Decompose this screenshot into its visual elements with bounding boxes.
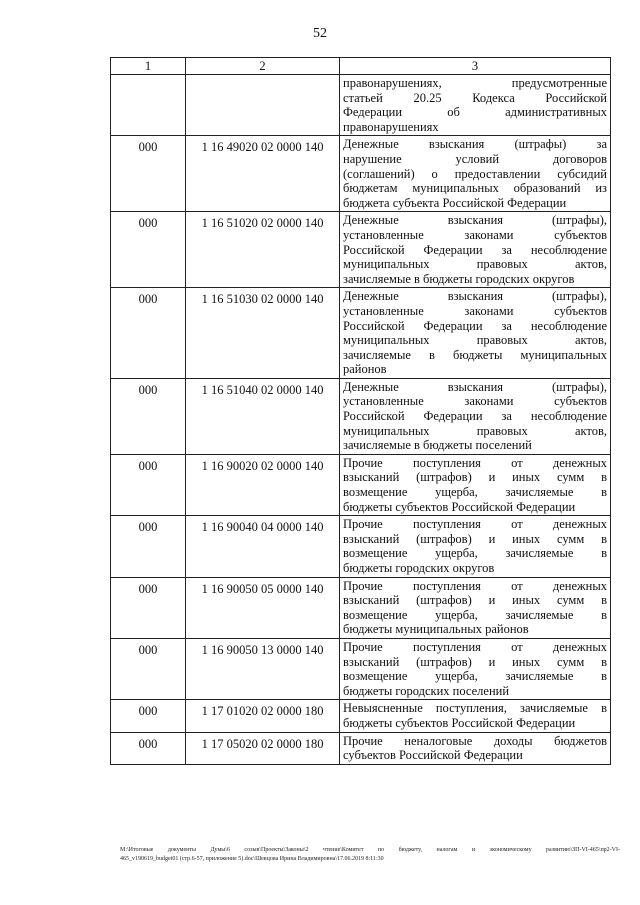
table-row (111, 700, 611, 732)
description-line: Российской Федерации за несоблюдение (343, 242, 607, 257)
revenue-code-cell: 1 16 90050 05 0000 140 (186, 577, 340, 638)
table-row (111, 577, 611, 638)
description-line: Денежные взыскания (штрафы), (343, 213, 607, 228)
budget-classification-table (110, 57, 611, 765)
description-line: бюджеты городских поселений (343, 683, 510, 698)
revenue-description-cell (340, 212, 611, 288)
admin-code-cell: 000 (111, 454, 186, 515)
table-row (111, 136, 611, 212)
admin-code-cell: 000 (111, 378, 186, 454)
description-line: Прочие поступления от денежных (343, 455, 607, 470)
description-line: бюджеты субъектов Российской Федерации (343, 715, 576, 730)
revenue-code-cell: 1 16 90040 04 0000 140 (186, 516, 340, 577)
description-line: Денежные взыскания (штрафы) за (343, 137, 607, 152)
description-line: зачисляемые в бюджеты поселений (343, 438, 532, 453)
description-line: установленные законами субъектов (343, 394, 607, 409)
revenue-code-cell: 1 17 05020 02 0000 180 (186, 732, 340, 764)
description-line: Российской Федерации за несоблюдение (343, 409, 607, 424)
revenue-description-cell (340, 732, 611, 764)
description-line: нарушение условий договоров (343, 151, 607, 166)
continuation-col-1 (111, 75, 186, 136)
admin-code-cell: 000 (111, 732, 186, 764)
file-path-footer (120, 846, 620, 864)
admin-code-cell: 000 (111, 577, 186, 638)
revenue-description-cell (340, 700, 611, 732)
description-line: бюджета субъекта Российской Федерации (343, 195, 567, 210)
revenue-code-cell: 1 16 90020 02 0000 140 (186, 454, 340, 515)
revenue-description-cell (340, 638, 611, 699)
description-line: районов (343, 362, 387, 377)
description-line: взысканий (штрафов) и иных сумм в (343, 654, 607, 669)
description-line: правонарушениях (343, 119, 439, 134)
description-line: возмещение ущерба, зачисляемые в (343, 607, 607, 622)
table-row (111, 638, 611, 699)
continuation-col-2 (186, 75, 340, 136)
description-line: бюджеты субъектов Российской Федерации (343, 499, 576, 514)
footer-line: 465_v190619_budget01 (стр.6-57, приложение 5).doc\Шевцова Ирина Владимировна\17.06.2019 8:11:30 (120, 856, 384, 862)
revenue-code-cell: 1 16 51030 02 0000 140 (186, 288, 340, 379)
description-line: зачисляемые в бюджеты муниципальных (343, 347, 607, 362)
revenue-code-cell: 1 17 01020 02 0000 180 (186, 700, 340, 732)
description-line: бюджеты городских округов (343, 561, 495, 575)
revenue-description-cell (340, 516, 611, 577)
admin-code-cell: 000 (111, 638, 186, 699)
description-line: бюджетам муниципальных образований из (343, 181, 607, 196)
description-line: Прочие поступления от денежных (343, 639, 607, 654)
revenue-description-cell (340, 454, 611, 515)
revenue-description-cell (340, 136, 611, 212)
admin-code-cell: 000 (111, 212, 186, 288)
page-number: 52 (313, 26, 327, 41)
revenue-code-cell: 1 16 49020 02 0000 140 (186, 136, 340, 212)
revenue-description-cell (340, 577, 611, 638)
description-line: Прочие неналоговые доходы бюджетов (343, 733, 607, 748)
description-line: Денежные взыскания (штрафы), (343, 289, 607, 304)
table-row (111, 212, 611, 288)
revenue-code-cell: 1 16 90050 13 0000 140 (186, 638, 340, 699)
description-line: возмещение ущерба, зачисляемые в (343, 669, 607, 684)
continuation-row (111, 75, 611, 136)
description-line: Российской Федерации за несоблюдение (343, 318, 607, 333)
description-line: установленные законами субъектов (343, 227, 607, 242)
description-line: статьей 20.25 Кодекса Российской (343, 90, 607, 105)
admin-code-cell: 000 (111, 288, 186, 379)
description-line: Федерации об административных (343, 105, 607, 120)
header-col-1: 1 (111, 58, 186, 75)
table-row (111, 288, 611, 379)
table-row (111, 454, 611, 515)
description-line: установленные законами субъектов (343, 303, 607, 318)
description-line: зачисляемые в бюджеты городских округов (343, 271, 575, 286)
description-line: бюджеты муниципальных районов (343, 622, 529, 637)
description-line: Прочие поступления от денежных (343, 517, 607, 532)
header-col-2: 2 (186, 58, 340, 75)
table-row (111, 516, 611, 577)
description-line: возмещение ущерба, зачисляемые в (343, 485, 607, 500)
description-line: возмещение ущерба, зачисляемые в (343, 546, 607, 561)
description-line: правонарушениях, предусмотренные (343, 76, 607, 90)
revenue-description-cell (340, 378, 611, 454)
table-header-row (111, 58, 611, 75)
description-line: Невыясненные поступления, зачисляемые в (343, 701, 607, 716)
description-line: Прочие поступления от денежных (343, 578, 607, 593)
table-row (111, 378, 611, 454)
revenue-description-cell (340, 288, 611, 379)
footer-line: М:\Итоговые документы Думы\6 созыв\Проекты\Законы\2 чтение\Комитет по бюджету, налогам и экономическому развитию\ЗП-VI-465\пр2-VI- (120, 847, 620, 853)
admin-code-cell: 000 (111, 700, 186, 732)
description-line: взысканий (штрафов) и иных сумм в (343, 531, 607, 546)
revenue-code-cell: 1 16 51040 02 0000 140 (186, 378, 340, 454)
admin-code-cell: 000 (111, 516, 186, 577)
table-row (111, 732, 611, 764)
description-line: муниципальных правовых актов, (343, 257, 607, 272)
description-line: взысканий (штрафов) и иных сумм в (343, 593, 607, 608)
description-line: муниципальных правовых актов, (343, 423, 607, 438)
continuation-description (340, 75, 611, 136)
header-col-3: 3 (340, 58, 611, 75)
description-line: Денежные взыскания (штрафы), (343, 379, 607, 394)
description-line: муниципальных правовых актов, (343, 333, 607, 348)
admin-code-cell: 000 (111, 136, 186, 212)
description-line: субъектов Российской Федерации (343, 748, 523, 763)
description-line: (соглашений) о предоставлении субсидий (343, 166, 607, 181)
revenue-code-cell: 1 16 51020 02 0000 140 (186, 212, 340, 288)
description-line: взысканий (штрафов) и иных сумм в (343, 470, 607, 485)
